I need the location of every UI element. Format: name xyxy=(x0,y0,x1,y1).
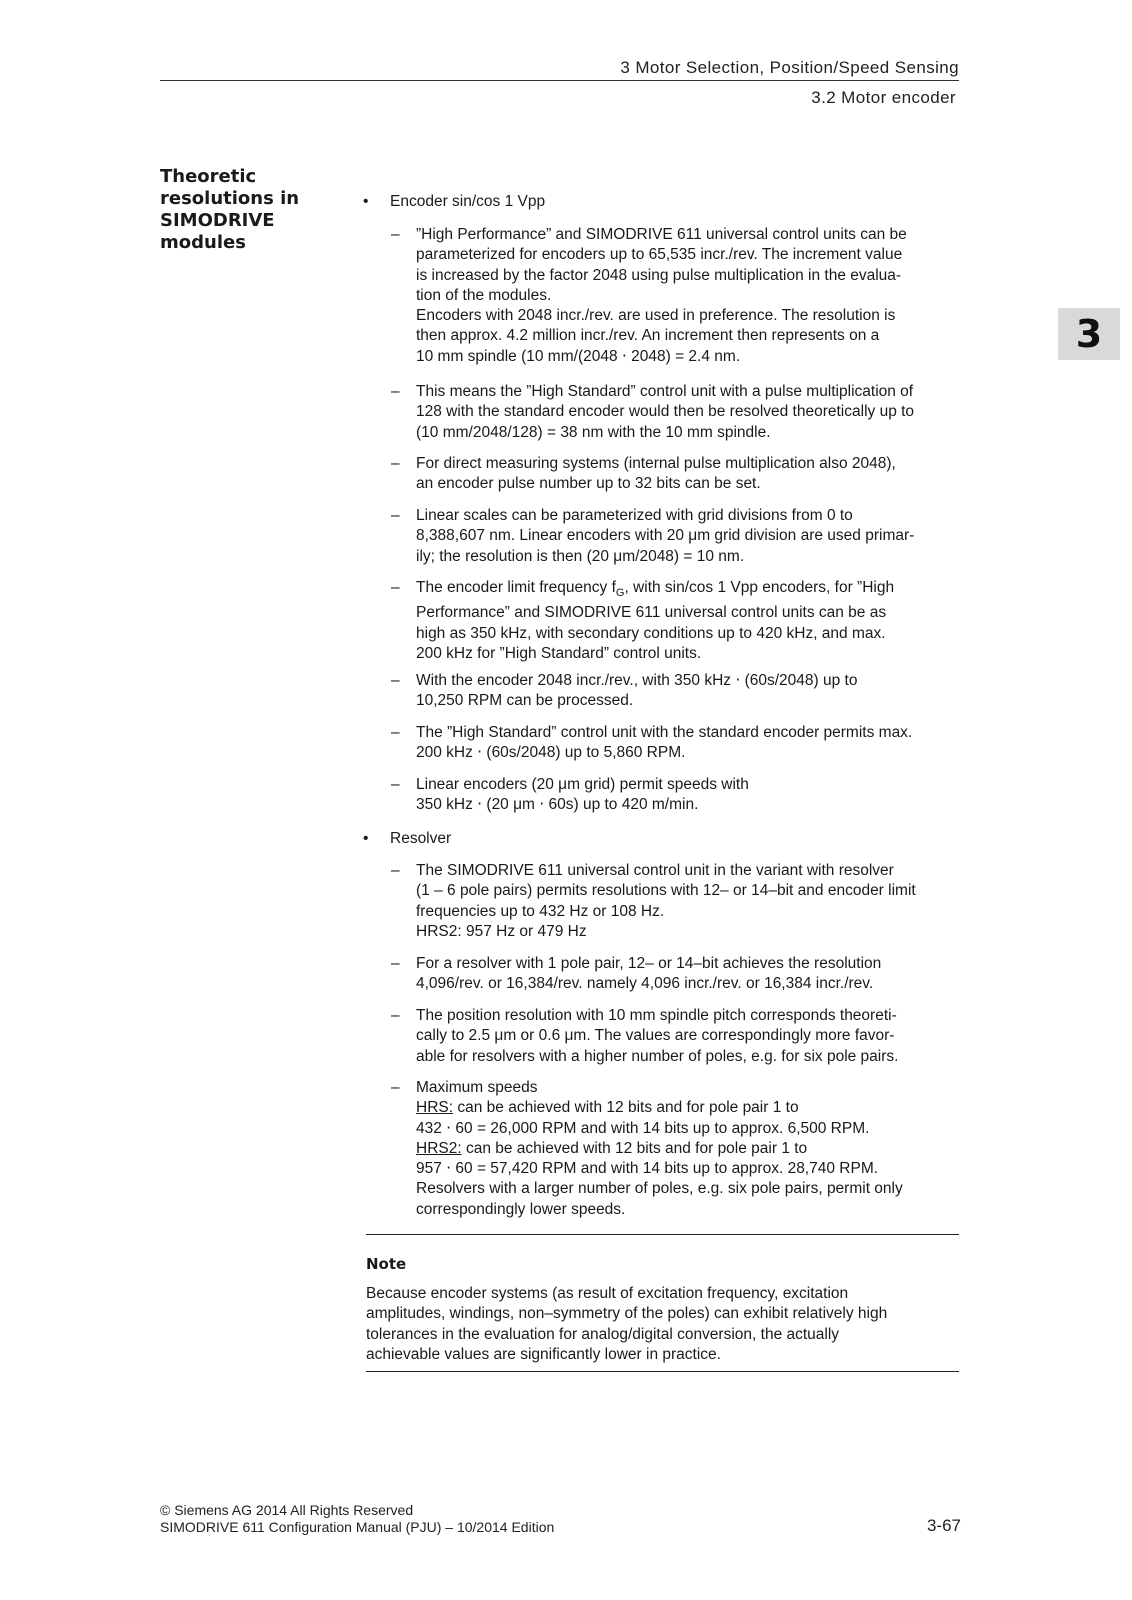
item-line: Encoders with 2048 incr./rev. are used in preference. The resolution is xyxy=(416,307,896,325)
footer xyxy=(160,1502,554,1536)
dash-marker: – xyxy=(391,724,400,741)
note-rule-bottom xyxy=(366,1371,959,1372)
note-title: Note xyxy=(366,1255,407,1273)
item-line: 200 kHz for ”High Standard” control units. xyxy=(416,644,702,662)
item-line: 10 mm spindle (10 mm/(2048 ⋅ 2048) = 2.4 nm. xyxy=(416,347,741,365)
item-line: 4,096/rev. or 16,384/rev. namely 4,096 incr./rev. or 16,384 incr./rev. xyxy=(416,975,874,993)
running-header-section: 3.2 Motor encoder xyxy=(811,88,956,107)
dash-marker: – xyxy=(391,1079,400,1096)
note-line: amplitudes, windings, non–symmetry of the poles) can exhibit relatively high xyxy=(366,1305,888,1323)
max-speeds-title: Maximum speeds xyxy=(416,1079,538,1096)
side-heading-line: modules xyxy=(160,232,246,253)
dash-marker: – xyxy=(391,507,400,524)
item-line: high as 350 kHz, with secondary conditions up to 420 kHz, and max. xyxy=(416,624,886,642)
footer-copyright: © Siemens AG 2014 All Rights Reserved xyxy=(160,1502,414,1518)
header-rule xyxy=(160,80,959,81)
dash-marker: – xyxy=(391,862,400,879)
item-line: parameterized for encoders up to 65,535 incr./rev. The increment value xyxy=(416,246,903,264)
bullet-label: Encoder sin/cos 1 Vpp xyxy=(390,193,546,210)
item-line: 200 kHz ⋅ (60s/2048) up to 5,860 RPM. xyxy=(416,744,686,762)
item-line: able for resolvers with a higher number of poles, e.g. for six pole pairs. xyxy=(416,1047,899,1065)
item-line: This means the ”High Standard” control unit with a pulse multiplication of xyxy=(416,383,914,400)
note-line: Because encoder systems (as result of excitation frequency, excitation xyxy=(366,1285,849,1302)
hrs-text: can be achieved with 12 bits and for pole pair 1 to xyxy=(453,1099,799,1117)
item-line: 128 with the standard encoder would then be resolved theoretically up to xyxy=(416,403,915,421)
hrs2-calc: 957 ⋅ 60 = 57,420 RPM and with 14 bits up to approx. 28,740 RPM. xyxy=(416,1160,879,1178)
hrs-calc: 432 ⋅ 60 = 26,000 RPM and with 14 bits up to approx. 6,500 RPM. xyxy=(416,1119,870,1137)
side-heading-line: Theoretic xyxy=(160,166,257,187)
bullet-dot: • xyxy=(363,830,369,847)
side-heading-line: SIMODRIVE xyxy=(160,210,275,231)
item-line: (1 – 6 pole pairs) permits resolutions with 12– or 14–bit and encoder limit xyxy=(416,882,916,900)
dash-marker: – xyxy=(391,1007,400,1024)
dash-marker: – xyxy=(391,226,400,243)
item-line: (10 mm/2048/128) = 38 nm with the 10 mm spindle. xyxy=(416,423,771,441)
chapter-tab: 3 xyxy=(1058,308,1120,360)
item-line: is increased by the factor 2048 using pulse multiplication in the evalua- xyxy=(416,266,902,284)
hrs2-label: HRS2: xyxy=(416,1139,462,1157)
footer-manual: SIMODRIVE 611 Configuration Manual (PJU) – 10/2014 Edition xyxy=(160,1519,555,1535)
item-line: an encoder pulse number up to 32 bits can be set. xyxy=(416,475,761,493)
hrs2-text: can be achieved with 12 bits and for pole pair 1 to xyxy=(461,1139,808,1157)
dash-marker: – xyxy=(391,955,400,972)
item-line: cally to 2.5 μm or 0.6 μm. The values are correspondingly more favor- xyxy=(416,1027,895,1045)
item-line: ”High Performance” and SIMODRIVE 611 universal control units can be xyxy=(416,226,907,243)
running-header-chapter: 3 Motor Selection, Position/Speed Sensing xyxy=(620,58,959,77)
item-line: tion of the modules. xyxy=(416,286,552,304)
item-line: Linear scales can be parameterized with grid divisions from 0 to xyxy=(416,507,853,524)
item-line: The position resolution with 10 mm spindle pitch corresponds theoreti- xyxy=(416,1007,897,1024)
bullet-label: Resolver xyxy=(390,830,452,847)
note-line: achievable values are significantly lower in practice. xyxy=(366,1345,721,1363)
item-line: ily; the resolution is then (20 μm/2048) = 10 nm. xyxy=(416,547,745,565)
item-line: HRS2: 957 Hz or 479 Hz xyxy=(416,922,587,940)
note-body xyxy=(366,1284,887,1365)
item-line: With the encoder 2048 incr./rev., with 350 kHz ⋅ (60s/2048) up to xyxy=(416,672,858,689)
item-line: The encoder limit frequency $f_G$, with sin/cos 1 Vpp encoders, for ”High xyxy=(416,579,895,600)
dash-marker: – xyxy=(391,672,400,689)
hrs-label: HRS: xyxy=(416,1099,454,1117)
side-heading-line: resolutions in xyxy=(160,188,300,209)
item-line: Linear encoders (20 μm grid) permit speeds with xyxy=(416,776,749,793)
item-line: Performance” and SIMODRIVE 611 universal control units can be as xyxy=(416,604,887,622)
item-line: 350 kHz ⋅ (20 μm ⋅ 60s) up to 420 m/min. xyxy=(416,796,699,814)
hrs-line xyxy=(416,1098,903,1118)
note-line: tolerances in the evaluation for analog/digital conversion, the actually xyxy=(366,1325,840,1343)
item-line: frequencies up to 432 Hz or 108 Hz. xyxy=(416,902,665,920)
item-line: Resolvers with a larger number of poles, e.g. six pole pairs, permit only xyxy=(416,1180,903,1198)
item-line: 8,388,607 nm. Linear encoders with 20 μm grid division are used primar- xyxy=(416,527,915,545)
item-line: 10,250 RPM can be processed. xyxy=(416,692,634,710)
item-line: The SIMODRIVE 611 universal control unit in the variant with resolver xyxy=(416,862,894,879)
dash-marker: – xyxy=(391,776,400,793)
dash-marker: – xyxy=(391,383,400,400)
note-rule-top xyxy=(366,1234,959,1235)
bullet-dot: • xyxy=(363,193,369,210)
item-line: correspondingly lower speeds. xyxy=(416,1200,626,1218)
dash-marker: – xyxy=(391,579,400,596)
page-number: 3-67 xyxy=(926,1516,961,1535)
item-line: For a resolver with 1 pole pair, 12– or 14–bit achieves the resolution xyxy=(416,955,882,972)
side-heading xyxy=(160,166,310,254)
hrs2-line xyxy=(416,1139,903,1159)
item-line: For direct measuring systems (internal pulse multiplication also 2048), xyxy=(416,455,896,472)
item-line: The ”High Standard” control unit with the standard encoder permits max. xyxy=(416,724,913,741)
dash-marker: – xyxy=(391,455,400,472)
item-line: then approx. 4.2 million incr./rev. An increment then represents on a xyxy=(416,327,880,345)
